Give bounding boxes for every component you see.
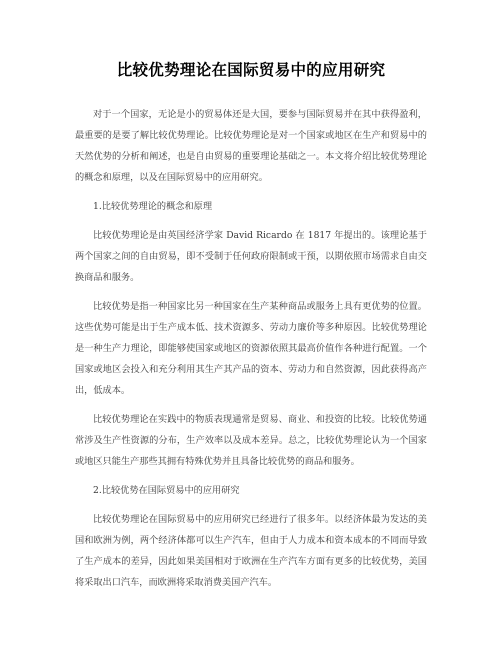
- section-2-heading: 2.比较优势在国际贸易中的应用研究: [93, 485, 240, 496]
- section-2-paragraph-1: 比较优势理论在国际贸易中的应用研究已经进行了很多年。以经济体最为发达的美国和欧洲为例，两个经济体都可以生产汽车，但由于人力成本和资本成本的不同而导致了生产成本的差异，因此如果美国相对于欧洲在生产汽车方面有更多的比较优势，美国将采取出口汽车，而欧洲将采取消费美国产汽车。: [75, 514, 427, 588]
- section-1-paragraph-3: 比较优势理论在实践中的物质表现通常是贸易、商业、和投资的比较。比较优势通常涉及生产性资源的分布，生产效率以及成本差异。总之，比较优势理论认为一个国家或地区只能生产那些其拥有特殊优势并且具备比较优势的商品和服务。: [75, 414, 427, 467]
- intro-paragraph: 对于一个国家，无论是小的贸易体还是大国，要参与国际贸易并在其中获得盈利，最重要的是要了解比较优势理论。比较优势理论是对一个国家或地区在生产和贸易中的天然优势的分析和阐述，也是自由贸易的重要理论基础之一。本文将介绍比较优势理论的概念和原理，以及在国际贸易中的应用研究。: [75, 109, 427, 183]
- section-1-paragraph-2: 比较优势是指一种国家比另一种国家在生产某种商品或服务上具有更优势的位置。这些优势可能是出于生产成本低、技术资源多、劳动力廉价等多种原因。比较优势理论是一种生产力理论，即能够使国家或地区的资源依照其最高价值作各种进行配置。一个国家或地区会投入和充分利用其生产其产品的资本、劳动力和自然资源，因此获得高产出，低成本。: [75, 301, 427, 396]
- section-1-heading: 1.比较优势理论的概念和原理: [93, 201, 213, 212]
- document-title: 比较优势理论在国际贸易中的应用研究: [116, 61, 386, 79]
- section-1-paragraph-1: 比较优势理论是由英国经济学家 David Ricardo 在 1817 年提出的。该理论基于两个国家之间的自由贸易，即不受制于任何政府限制或干预，以期依照市场需求自由交换商品和服务。: [75, 230, 427, 283]
